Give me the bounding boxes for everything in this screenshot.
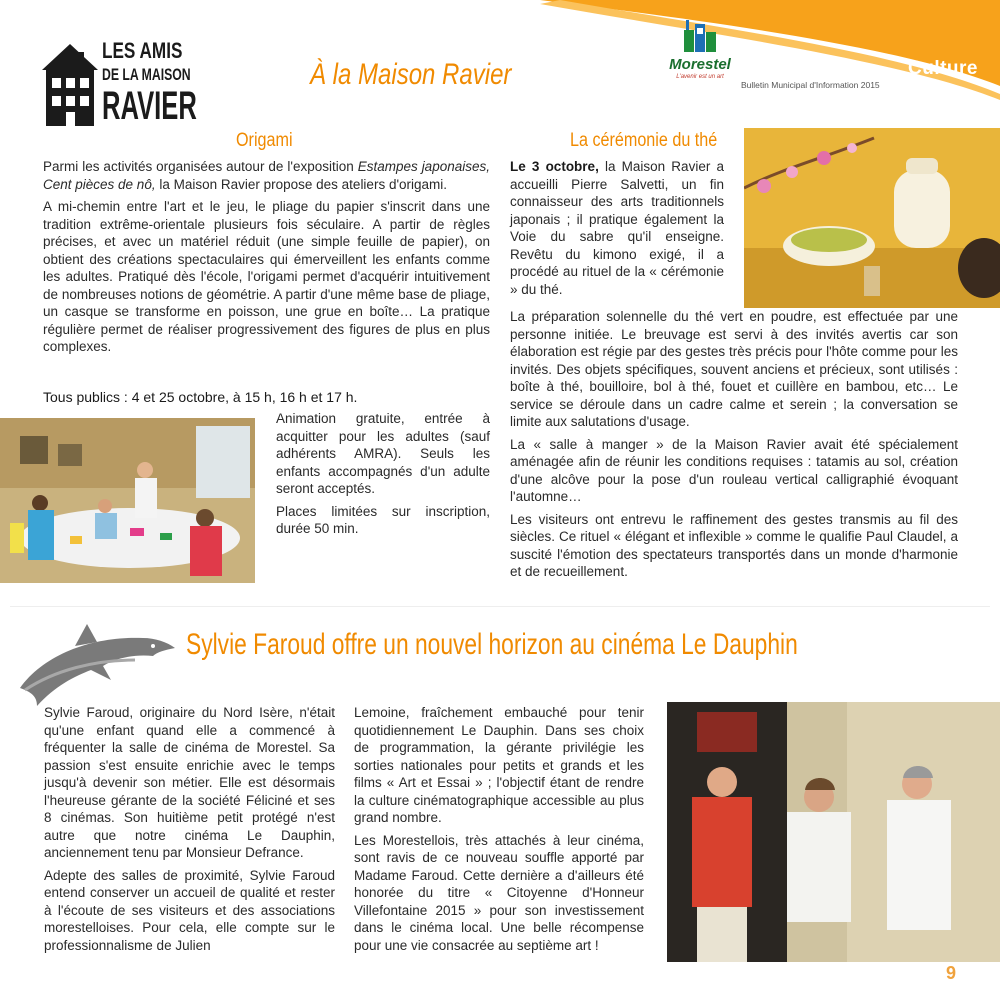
- page-title: À la Maison Ravier: [310, 58, 512, 91]
- cinema-team-photo: [667, 702, 1000, 962]
- tea-ceremony-photo: [744, 128, 1000, 308]
- tea-paragraph-1: [510, 158, 724, 298]
- morestel-emblem-icon: [680, 20, 720, 56]
- town-tagline: L'avenir est un art: [676, 74, 724, 80]
- tea-ceremony-heading: La cérémonie du thé: [570, 130, 718, 151]
- origami-schedule: Tous publics : 4 et 25 octobre, à 15 h, 16 h et 17 h.: [43, 389, 358, 405]
- bulletin-label: Bulletin Municipal d'Information 2015: [741, 80, 880, 90]
- cinema-paragraph-2: Adepte des salles de proximité, Sylvie Faroud entend conserver un accueil de qualité et rester à l'écoute de ses visiteurs et des associations morestelloises. Pour cela, elle compte sur le professionnalisme de Julien: [44, 867, 335, 953]
- origami-paragraph-2: A mi-chemin entre l'art et le jeu, le pliage du papier s'inscrit dans une tradition extrême-orientale plusieurs fois séculaire. A partir de règles précises, et avec un matériel réduit (une simple feuille de papier), on obtient des créations spectaculaires qui émerveillent les enfants comme les adultes. Pratiqué dès l'école, l'origami permet d'acquérir intuitivement de nombreuses notions de géométrie. A partir d'une même base de pliage, un casque se transforme en poisson, une grue en boîte… La pratique régulière permet de réaliser progressivement des figures de plus en plus complexes.: [43, 199, 490, 354]
- page-number: 9: [946, 963, 957, 983]
- cinema-paragraph-3: Lemoine, fraîchement embauché pour tenir quotidiennement Le Dauphin. Dans ses choix de programmation, la gérante privilégie les sorties nationales pour petits et grands et les films « Art et Essai » ; l'objectif étant de rendre la culture cinématographique accessible au plus grand nombre.: [354, 705, 644, 825]
- cinema-paragraph-1: Sylvie Faroud, originaire du Nord Isère, n'était qu'une enfant quand elle a commencé à fréquenter la salle de cinéma de Morestel. Sa passion s'est ensuite enrichie avec le temps jusqu'à devenir son métier. Elle est désormais l'heureuse gérante de la société Féliciné et ses 8 cinémas. Son huitième petit protégé n'est autre que notre cinéma Le Dauphin, anciennement tenu par Monsieur Defrance.: [44, 705, 335, 860]
- origami-p1-start: Parmi les activités organisées autour de l'exposition: [43, 159, 358, 174]
- house-logo-icon: [40, 40, 100, 130]
- logo-text-line3: RAVIER: [102, 84, 197, 128]
- origami-heading: Origami: [236, 130, 293, 151]
- dolphin-logo-icon: [15, 618, 180, 713]
- origami-p1-end: la Maison Ravier propose des ateliers d'origami.: [155, 176, 448, 192]
- tea-intro-text: la Maison Ravier a accueilli Pierre Salvetti, un fin connaisseur des arts traditionnels japonais ; il pratique également la Voie du sabre qu'il enseigne. Revêtu du kimono exigé, il a procédé au rituel de la « cérémonie » du thé.: [510, 159, 724, 297]
- tea-paragraph-3: La « salle à manger » de la Maison Ravier avait été spécialement aménagée afin de réunir les conditions requises : tatamis au sol, création d'une alcôve pour la pose d'un rouleau vertical calligraphié évoquant l'automne…: [510, 436, 958, 504]
- logo-text-line1: LES AMIS: [102, 38, 183, 63]
- cinema-title: Sylvie Faroud offre un nouvel horizon au cinéma Le Dauphin: [186, 628, 798, 661]
- tea-date: Le 3 octobre,: [510, 159, 599, 174]
- town-name: Morestel: [669, 56, 731, 73]
- exhibition-title: Estampes japonaises, Cent pièces de nô,: [43, 159, 490, 192]
- logo-text-line2: DE LA MAISON: [102, 65, 191, 84]
- cinema-column-2: [354, 704, 644, 959]
- origami-note-2: Places limitées sur inscription, durée 50 min.: [276, 503, 490, 536]
- tea-paragraph-2: La préparation solennelle du thé vert en poudre, est effectuée par une personne initiée. Le breuvage est servi à des invités avertis car son élaboration est régie par des gestes très précis pour l'hôte comme pour les invités. Des objets spécifiques, souvent anciens et précieux, sont utilisés : boîte à thé, bouilloire, bol à thé, fouet et cuillère en bambou, etc… Le service se déroule dans un cadre calme et serein ; la conversation se limite aux salutations d'usage.: [510, 309, 958, 429]
- cinema-paragraph-4: Les Morestellois, très attachés à leur cinéma, sont ravis de ce nouveau souffle apporté par Madame Faroud. Cette dernière a d'ailleurs été honorée du titre « Citoyenne d'Honneur Villefontaine 2015 » pour son investissement dans le cinéma local. Une belle récompense pour une vie consacrée au septième art !: [354, 832, 644, 953]
- origami-practical-info: [276, 410, 490, 543]
- tea-paragraph-4: Les visiteurs ont entrevu le raffinement des gestes transmis au fil des siècles. Ce rituel « élégant et inflexible » comme le qualifie Paul Claudel, a suscité l'émotion des spectateurs transportés dans un monde d'harmonie et de recueillement.: [510, 511, 958, 579]
- origami-paragraph-1: [43, 158, 490, 193]
- section-divider: [10, 606, 990, 607]
- tea-body: [510, 308, 958, 586]
- section-label: Culture: [908, 58, 978, 79]
- origami-workshop-photo: [0, 418, 255, 583]
- cinema-column-1: [44, 704, 335, 959]
- origami-note-1: Animation gratuite, entrée à acquitter pour les adultes (sauf adhérents AMRA). Seuls les enfants accompagnés d'un adulte seront acceptés.: [276, 411, 490, 496]
- origami-article: [43, 158, 490, 361]
- tea-intro: [510, 158, 724, 303]
